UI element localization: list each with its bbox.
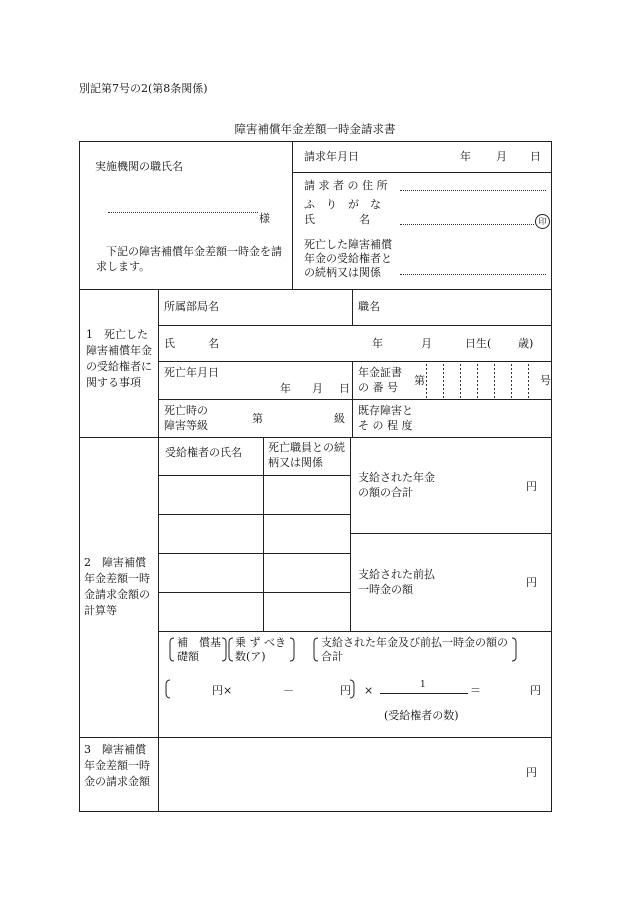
agency-name-field[interactable] bbox=[108, 212, 258, 213]
requester-name-field[interactable] bbox=[400, 224, 534, 225]
disability-label-1: 既存障害と bbox=[358, 404, 413, 417]
request-day-unit: 日 bbox=[530, 150, 541, 163]
disability-label-2: そ の 程 度 bbox=[358, 419, 413, 432]
death-month-unit: 月 bbox=[312, 382, 323, 395]
holder-name-label: 氏 名 bbox=[164, 337, 219, 350]
section3-heading: 3 障害補償年金差額一時金の請求金額 bbox=[84, 743, 150, 788]
death-year-unit: 年 bbox=[280, 382, 291, 395]
grade-kyu-unit: 級 bbox=[334, 412, 345, 425]
furigana-label: ふ り が な bbox=[304, 198, 381, 211]
cert-dai-unit: 第 bbox=[414, 374, 425, 387]
death-date-label: 死亡年月日 bbox=[164, 366, 219, 379]
formula-beneficiary-count: (受給権者の数) bbox=[384, 709, 459, 722]
address-field[interactable] bbox=[400, 190, 546, 191]
cert-label-2: の 番 号 bbox=[358, 381, 398, 394]
grade-label-2: 障害等級 bbox=[164, 419, 208, 432]
col-beneficiary-name: 受給権者の氏名 bbox=[165, 446, 242, 459]
dept-label: 所属部局名 bbox=[164, 300, 219, 313]
requester-name-label: 氏 名 bbox=[304, 213, 370, 226]
request-year-unit: 年 bbox=[460, 150, 471, 163]
request-text: 下記の障害補償年金差額一時金を請求します。 bbox=[96, 245, 282, 273]
paid-lump-label: 支給された前払一時金の額 bbox=[358, 568, 435, 596]
section1-heading: 1 死亡した障害補償年金の受給権者に関する事項 bbox=[86, 328, 152, 389]
formula-one: 1 bbox=[420, 680, 426, 690]
agency-label: 実施機関の職氏名 bbox=[95, 160, 183, 173]
post-label: 職名 bbox=[358, 300, 380, 313]
request-month-unit: 月 bbox=[496, 150, 507, 163]
request-date-label: 請求年月日 bbox=[304, 150, 359, 163]
birth-month-unit: 月 bbox=[421, 337, 432, 350]
formula-base-amount: 補 償基礎額 bbox=[177, 636, 221, 663]
age-unit: 歳) bbox=[518, 337, 534, 350]
claim-amount-yen: 円 bbox=[526, 766, 537, 779]
death-day-unit: 日 bbox=[339, 382, 350, 395]
grade-dai-unit: 第 bbox=[252, 412, 263, 425]
relation-label: 死亡した障害補償年金の受給権者との続柄又は関係 bbox=[304, 238, 392, 279]
seal-mark: 印 bbox=[535, 214, 550, 229]
formula-paid-total: 支給された年金及び前払一時金の額の合計 bbox=[321, 636, 508, 663]
cert-go-unit: 号 bbox=[540, 374, 551, 387]
formula-yen-times: 円× bbox=[212, 684, 233, 697]
formula-yen: 円 bbox=[340, 684, 351, 697]
sama-label: 様 bbox=[259, 212, 270, 225]
section2-heading: 2 障害補償年金差額一時金請求金額の計算等 bbox=[84, 556, 150, 617]
paid-lump-yen: 円 bbox=[526, 576, 537, 589]
formula-result-yen: 円 bbox=[530, 684, 541, 697]
grade-label-1: 死亡時の bbox=[164, 404, 208, 417]
paid-pension-label: 支給された年金の額の合計 bbox=[358, 471, 435, 499]
formula-times: × bbox=[364, 684, 374, 697]
col-relation: 死亡職員との続柄又は関係 bbox=[268, 441, 345, 469]
paid-pension-yen: 円 bbox=[526, 480, 537, 493]
relation-field[interactable] bbox=[400, 274, 546, 275]
address-label: 請 求 者 の 住 所 bbox=[304, 179, 388, 192]
form-note: 別記第7号の2(第8条関係) bbox=[79, 82, 208, 95]
birth-year-unit: 年 bbox=[372, 337, 383, 350]
formula-multiplier: 乗 ず べき数(ア) bbox=[235, 636, 286, 663]
formula-equals: ＝ bbox=[470, 684, 481, 697]
birth-day-unit: 日生( bbox=[465, 337, 492, 350]
cert-label-1: 年金証書 bbox=[358, 366, 402, 379]
formula-minus: － bbox=[283, 684, 294, 697]
form-title: 障害補償年金差額一時金請求書 bbox=[234, 122, 396, 136]
